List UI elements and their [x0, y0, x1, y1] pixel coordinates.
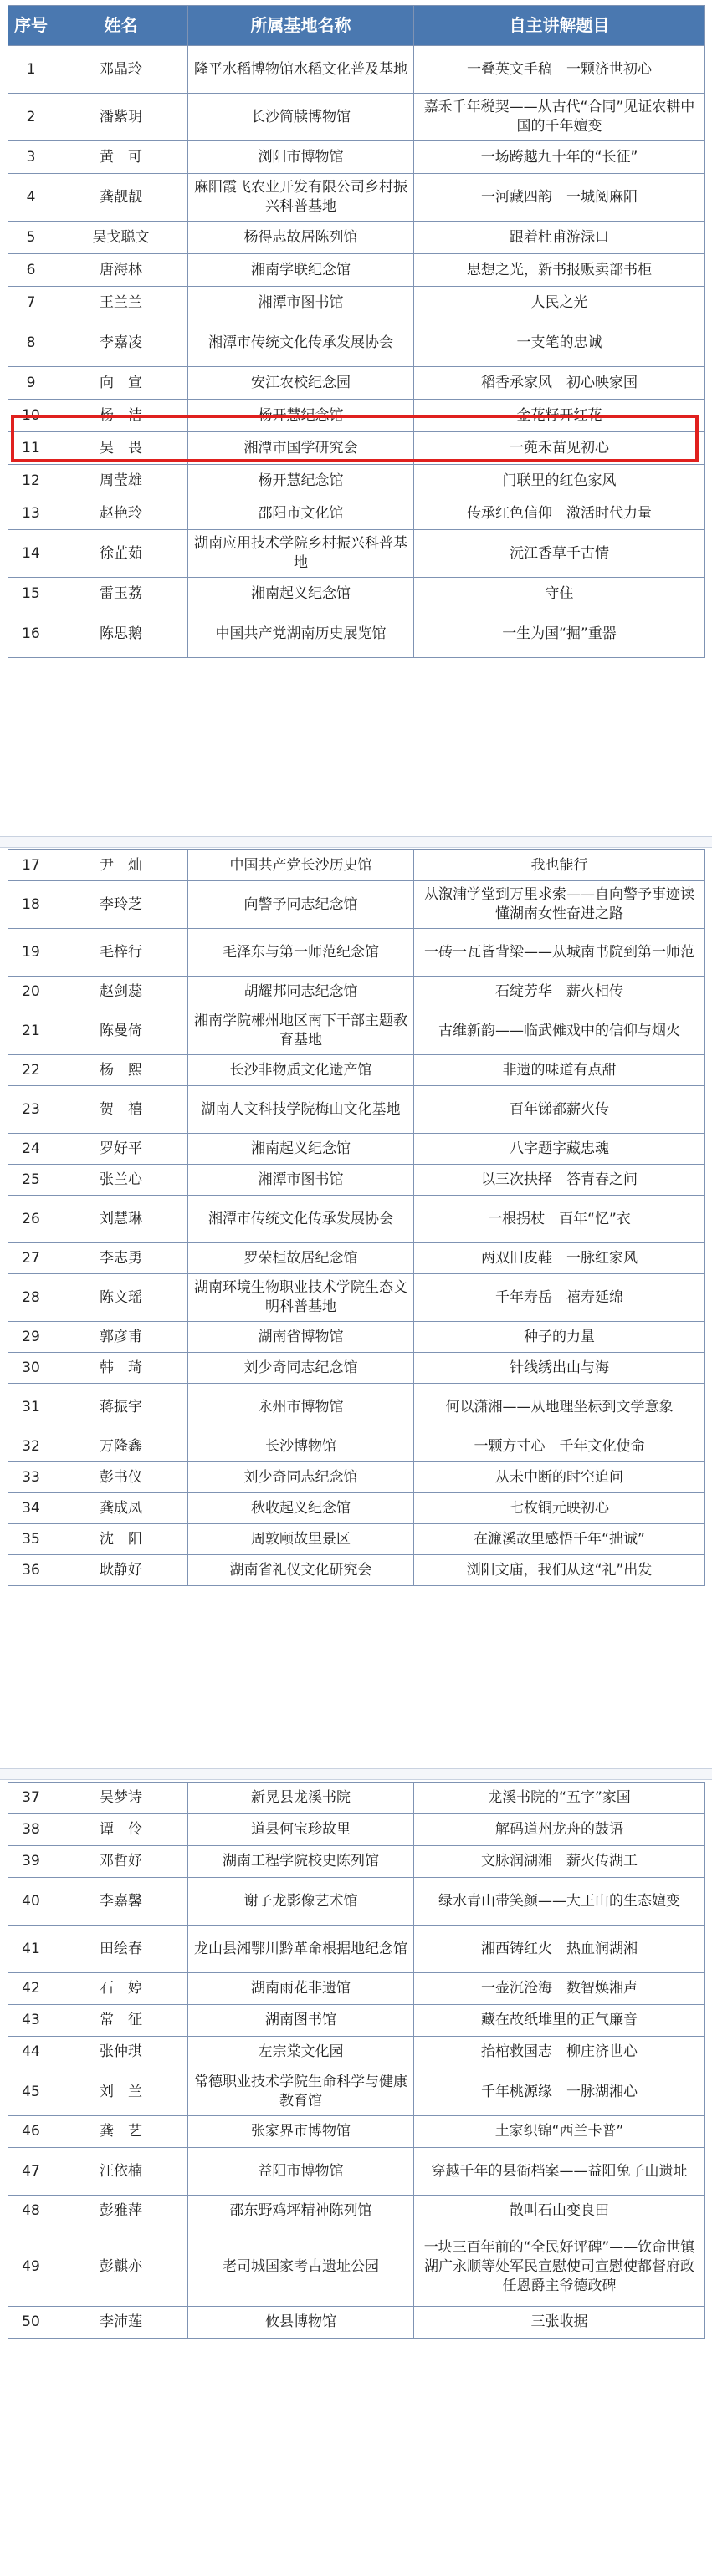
cell-base: 罗荣桓故居纪念馆: [188, 1243, 414, 1274]
table-row: [8, 881, 705, 929]
cell-name: 龚 艺: [54, 2116, 188, 2148]
cell-topic: 千年寿岳 禧寿延绵: [414, 1274, 705, 1322]
cell-name: 刘 兰: [54, 2068, 188, 2116]
table-row: [8, 1555, 705, 1586]
cell-no: 3: [8, 141, 54, 174]
cell-base: 湘南起义纪念馆: [188, 1134, 414, 1165]
cell-base: 刘少奇同志纪念馆: [188, 1462, 414, 1493]
cell-name: 彭麒亦: [54, 2227, 188, 2307]
cell-base: 左宗棠文化园: [188, 2037, 414, 2068]
table-row: [8, 174, 705, 222]
table-row: [8, 610, 705, 658]
cell-topic: 文脉润湖湘 薪火传湖工: [414, 1846, 705, 1878]
cell-base: 隆平水稻博物馆水稻文化普及基地: [188, 46, 414, 94]
cell-no: 45: [8, 2068, 54, 2116]
cell-no: 50: [8, 2307, 54, 2339]
cell-name: 尹 灿: [54, 850, 188, 881]
table-row: [8, 1007, 705, 1055]
table-row: [8, 1846, 705, 1878]
cell-topic: 绿水青山带笑颜——大王山的生态嬗变: [414, 1878, 705, 1926]
cell-topic: 从未中断的时空追问: [414, 1462, 705, 1493]
cell-topic: 沅江香草千古情: [414, 530, 705, 578]
cell-base: 张家界市博物馆: [188, 2116, 414, 2148]
table-row: [8, 2307, 705, 2339]
table-row: [8, 1973, 705, 2005]
cell-base: 常德职业技术学院生命科学与健康教育馆: [188, 2068, 414, 2116]
cell-topic: 千年桃源缘 一脉湖湘心: [414, 2068, 705, 2116]
cell-topic: 种子的力量: [414, 1322, 705, 1353]
cell-base: 湘潭市图书馆: [188, 287, 414, 319]
table-row: [8, 2116, 705, 2148]
cell-name: 吴 畏: [54, 432, 188, 465]
table-row: [8, 1165, 705, 1196]
cell-base: 湘潭市国学研究会: [188, 432, 414, 465]
table-row: [8, 497, 705, 530]
table-row: [8, 1814, 705, 1846]
page-separator: [0, 836, 712, 848]
table-row: [8, 94, 705, 141]
cell-topic: 一根拐杖 百年“忆”衣: [414, 1196, 705, 1243]
cell-no: 41: [8, 1926, 54, 1973]
cell-topic: 非遗的味道有点甜: [414, 1055, 705, 1086]
cell-name: 王兰兰: [54, 287, 188, 319]
cell-no: 29: [8, 1322, 54, 1353]
cell-name: 周莹雄: [54, 465, 188, 497]
cell-base: 中国共产党长沙历史馆: [188, 850, 414, 881]
cell-topic: 以三次抉择 答青春之问: [414, 1165, 705, 1196]
cell-topic: 一河藏四韵 一城阅麻阳: [414, 174, 705, 222]
cell-name: 赵艳玲: [54, 497, 188, 530]
cell-name: 陈思鹅: [54, 610, 188, 658]
cell-base: 秋收起义纪念馆: [188, 1493, 414, 1524]
table-row: [8, 141, 705, 174]
cell-name: 蒋振宇: [54, 1384, 188, 1431]
header-name: 姓名: [54, 6, 188, 46]
cell-base: 湖南工程学院校史陈列馆: [188, 1846, 414, 1878]
cell-name: 张仲琪: [54, 2037, 188, 2068]
cell-name: 徐芷茹: [54, 530, 188, 578]
cell-base: 湖南图书馆: [188, 2005, 414, 2037]
cell-no: 40: [8, 1878, 54, 1926]
cell-no: 32: [8, 1431, 54, 1462]
header-no: 序号: [8, 6, 54, 46]
cell-name: 陈文瑶: [54, 1274, 188, 1322]
cell-name: 雷玉荔: [54, 578, 188, 610]
table-row: [8, 1243, 705, 1274]
cell-no: 42: [8, 1973, 54, 2005]
cell-base: 周敦颐故里景区: [188, 1524, 414, 1555]
cell-base: 湘潭市图书馆: [188, 1165, 414, 1196]
cell-topic: 龙溪书院的“五字”家国: [414, 1783, 705, 1814]
table-row: [8, 1926, 705, 1973]
table-row: [8, 222, 705, 254]
table-row: [8, 977, 705, 1007]
cell-name: 田绘春: [54, 1926, 188, 1973]
cell-base: 益阳市博物馆: [188, 2148, 414, 2196]
cell-no: 43: [8, 2005, 54, 2037]
cell-no: 39: [8, 1846, 54, 1878]
table-row: [8, 578, 705, 610]
cell-base: 永州市博物馆: [188, 1384, 414, 1431]
table-row: [8, 1353, 705, 1384]
cell-base: 攸县博物馆: [188, 2307, 414, 2339]
cell-no: 48: [8, 2196, 54, 2227]
cell-topic: 浏阳文庙，我们从这“礼”出发: [414, 1555, 705, 1586]
cell-base: 谢子龙影像艺术馆: [188, 1878, 414, 1926]
cell-base: 湘潭市传统文化传承发展协会: [188, 1196, 414, 1243]
cell-name: 谭 伶: [54, 1814, 188, 1846]
cell-name: 万隆鑫: [54, 1431, 188, 1462]
table-row: [8, 1086, 705, 1134]
cell-base: 长沙非物质文化遗产馆: [188, 1055, 414, 1086]
cell-base: 湘南学联纪念馆: [188, 254, 414, 287]
cell-base: 麻阳霞飞农业开发有限公司乡村振兴科普基地: [188, 174, 414, 222]
cell-base: 长沙博物馆: [188, 1431, 414, 1462]
cell-no: 47: [8, 2148, 54, 2196]
cell-no: 17: [8, 850, 54, 881]
cell-base: 毛泽东与第一师范纪念馆: [188, 929, 414, 977]
cell-base: 湖南环境生物职业技术学院生态文明科普基地: [188, 1274, 414, 1322]
cell-base: 湖南省礼仪文化研究会: [188, 1555, 414, 1586]
cell-name: 李沛莲: [54, 2307, 188, 2339]
cell-no: 46: [8, 2116, 54, 2148]
header-topic: 自主讲解题目: [414, 6, 705, 46]
cell-topic: 人民之光: [414, 287, 705, 319]
cell-topic: 湘西铸红火 热血润湖湘: [414, 1926, 705, 1973]
cell-name: 汪依楠: [54, 2148, 188, 2196]
cell-name: 李嘉馨: [54, 1878, 188, 1926]
page-separator: [0, 1768, 712, 1780]
cell-no: 37: [8, 1783, 54, 1814]
cell-base: 胡耀邦同志纪念馆: [188, 977, 414, 1007]
cell-no: 35: [8, 1524, 54, 1555]
cell-no: 23: [8, 1086, 54, 1134]
table-row: [8, 367, 705, 400]
cell-no: 9: [8, 367, 54, 400]
cell-name: 韩 琦: [54, 1353, 188, 1384]
cell-name: 杨 熙: [54, 1055, 188, 1086]
cell-name: 耿静好: [54, 1555, 188, 1586]
nominee-table-part-2: [8, 849, 705, 1586]
cell-base: 浏阳市博物馆: [188, 141, 414, 174]
cell-topic: 守住: [414, 578, 705, 610]
cell-no: 34: [8, 1493, 54, 1524]
cell-no: 1: [8, 46, 54, 94]
table-row: [8, 2196, 705, 2227]
table-row: [8, 1783, 705, 1814]
cell-topic: 传承红色信仰 激活时代力量: [414, 497, 705, 530]
cell-no: 15: [8, 578, 54, 610]
cell-base: 向警予同志纪念馆: [188, 881, 414, 929]
table-row: [8, 2148, 705, 2196]
cell-topic: 金花籽开红花: [414, 400, 705, 432]
cell-no: 20: [8, 977, 54, 1007]
cell-name: 杨 洁: [54, 400, 188, 432]
cell-base: 刘少奇同志纪念馆: [188, 1353, 414, 1384]
cell-no: 2: [8, 94, 54, 141]
cell-topic: 一生为国“掘”重器: [414, 610, 705, 658]
cell-no: 12: [8, 465, 54, 497]
cell-base: 邵东野鸡坪精神陈列馆: [188, 2196, 414, 2227]
table-body: [8, 46, 705, 658]
cell-name: 李嘉凌: [54, 319, 188, 367]
table-row: [8, 1462, 705, 1493]
table-body: [8, 850, 705, 1586]
cell-no: 19: [8, 929, 54, 977]
cell-name: 潘紫玥: [54, 94, 188, 141]
table-row: [8, 929, 705, 977]
cell-topic: 我也能行: [414, 850, 705, 881]
cell-topic: 一砖一瓦皆背梁——从城南书院到第一师范: [414, 929, 705, 977]
cell-name: 吴梦诗: [54, 1783, 188, 1814]
cell-base: 湘潭市传统文化传承发展协会: [188, 319, 414, 367]
cell-no: 10: [8, 400, 54, 432]
cell-base: 邵阳市文化馆: [188, 497, 414, 530]
cell-topic: 古维新韵——临武傩戏中的信仰与烟火: [414, 1007, 705, 1055]
cell-topic: 抬棺救国志 柳庄济世心: [414, 2037, 705, 2068]
cell-name: 邓哲妤: [54, 1846, 188, 1878]
cell-topic: 思想之光，新书报贩卖部书柜: [414, 254, 705, 287]
cell-no: 26: [8, 1196, 54, 1243]
cell-no: 4: [8, 174, 54, 222]
table-row: [8, 254, 705, 287]
cell-topic: 藏在故纸堆里的正气廉音: [414, 2005, 705, 2037]
cell-no: 6: [8, 254, 54, 287]
cell-base: 湘南起义纪念馆: [188, 578, 414, 610]
cell-name: 陈曼倚: [54, 1007, 188, 1055]
nominee-table-part-1: [8, 5, 705, 658]
cell-no: 22: [8, 1055, 54, 1086]
cell-no: 30: [8, 1353, 54, 1384]
table-row: [8, 2005, 705, 2037]
table-row: [8, 432, 705, 465]
cell-name: 邓晶玲: [54, 46, 188, 94]
cell-base: 道县何宝珍故里: [188, 1814, 414, 1846]
table-row: [8, 1055, 705, 1086]
table-row: [8, 319, 705, 367]
cell-topic: 一支笔的忠诚: [414, 319, 705, 367]
table-row: [8, 1524, 705, 1555]
cell-topic: 石绽芳华 薪火相传: [414, 977, 705, 1007]
table-row: [8, 1322, 705, 1353]
table-row: [8, 850, 705, 881]
cell-topic: 一壶沉沧海 数智焕湘声: [414, 1973, 705, 2005]
cell-topic: 一块三百年前的“全民好评碑”——钦命世镇湖广永顺等处军民宣慰使司宣慰使都督府政任恩爵主爷德政碑: [414, 2227, 705, 2307]
table-row: [8, 1134, 705, 1165]
cell-name: 郭彦甫: [54, 1322, 188, 1353]
cell-topic: 何以潇湘——从地理坐标到文学意象: [414, 1384, 705, 1431]
cell-name: 张兰心: [54, 1165, 188, 1196]
cell-name: 彭书仪: [54, 1462, 188, 1493]
cell-name: 毛梓行: [54, 929, 188, 977]
cell-topic: 针线绣出山与海: [414, 1353, 705, 1384]
cell-no: 33: [8, 1462, 54, 1493]
cell-no: 28: [8, 1274, 54, 1322]
cell-base: 老司城国家考古遗址公园: [188, 2227, 414, 2307]
cell-topic: 稻香承家风 初心映家国: [414, 367, 705, 400]
cell-base: 安江农校纪念园: [188, 367, 414, 400]
cell-no: 16: [8, 610, 54, 658]
cell-name: 龚靓靓: [54, 174, 188, 222]
cell-topic: 跟着杜甫游渌口: [414, 222, 705, 254]
cell-name: 常 征: [54, 2005, 188, 2037]
cell-name: 赵剑蕊: [54, 977, 188, 1007]
table-row: [8, 465, 705, 497]
table-row: [8, 2068, 705, 2116]
table-row: [8, 530, 705, 578]
table-row: [8, 2227, 705, 2307]
cell-name: 李玲芝: [54, 881, 188, 929]
cell-topic: 一叠英文手稿 一颗济世初心: [414, 46, 705, 94]
table-row: [8, 46, 705, 94]
table-row: [8, 1274, 705, 1322]
cell-no: 31: [8, 1384, 54, 1431]
cell-no: 44: [8, 2037, 54, 2068]
cell-no: 25: [8, 1165, 54, 1196]
cell-topic: 在濂溪故里感悟千年“拙诚”: [414, 1524, 705, 1555]
cell-topic: 八字题字藏忠魂: [414, 1134, 705, 1165]
cell-no: 21: [8, 1007, 54, 1055]
cell-name: 石 婷: [54, 1973, 188, 2005]
cell-name: 唐海林: [54, 254, 188, 287]
cell-no: 5: [8, 222, 54, 254]
cell-base: 湖南雨花非遗馆: [188, 1973, 414, 2005]
cell-name: 龚成凤: [54, 1493, 188, 1524]
cell-topic: 解码道州龙舟的鼓语: [414, 1814, 705, 1846]
cell-topic: 百年锑都薪火传: [414, 1086, 705, 1134]
cell-no: 36: [8, 1555, 54, 1586]
cell-name: 沈 阳: [54, 1524, 188, 1555]
table-row: [8, 1196, 705, 1243]
table-row: [8, 2037, 705, 2068]
table-row: [8, 1878, 705, 1926]
cell-topic: 一场跨越九十年的“长征”: [414, 141, 705, 174]
cell-base: 湖南人文科技学院梅山文化基地: [188, 1086, 414, 1134]
cell-no: 14: [8, 530, 54, 578]
cell-name: 彭雅萍: [54, 2196, 188, 2227]
header-base: 所属基地名称: [188, 6, 414, 46]
cell-no: 18: [8, 881, 54, 929]
cell-topic: 散叫石山变良田: [414, 2196, 705, 2227]
cell-base: 中国共产党湖南历史展览馆: [188, 610, 414, 658]
cell-no: 13: [8, 497, 54, 530]
cell-name: 贺 禧: [54, 1086, 188, 1134]
table-row: [8, 400, 705, 432]
cell-topic: 嘉禾千年税契——从古代“合同”见证农耕中国的千年嬗变: [414, 94, 705, 141]
cell-no: 7: [8, 287, 54, 319]
table-header-row: [8, 6, 705, 46]
cell-no: 24: [8, 1134, 54, 1165]
cell-topic: 穿越千年的县衙档案——益阳兔子山遗址: [414, 2148, 705, 2196]
cell-topic: 从溆浦学堂到万里求索——自向警予事迹读懂湖南女性奋进之路: [414, 881, 705, 929]
cell-base: 湘南学院郴州地区南下干部主题教育基地: [188, 1007, 414, 1055]
cell-name: 黄 可: [54, 141, 188, 174]
cell-topic: 土家织锦“西兰卡普”: [414, 2116, 705, 2148]
cell-base: 杨得志故居陈列馆: [188, 222, 414, 254]
cell-base: 长沙简牍博物馆: [188, 94, 414, 141]
cell-topic: 门联里的红色家风: [414, 465, 705, 497]
table-row: [8, 1493, 705, 1524]
cell-base: 杨开慧纪念馆: [188, 465, 414, 497]
cell-topic: 三张收据: [414, 2307, 705, 2339]
cell-topic: 一蔸禾苗见初心: [414, 432, 705, 465]
table-row: [8, 287, 705, 319]
cell-no: 8: [8, 319, 54, 367]
cell-base: 湖南应用技术学院乡村振兴科普基地: [188, 530, 414, 578]
table-row: [8, 1384, 705, 1431]
cell-no: 38: [8, 1814, 54, 1846]
cell-name: 吴戈聪文: [54, 222, 188, 254]
cell-topic: 两双旧皮鞋 一脉红家风: [414, 1243, 705, 1274]
cell-no: 49: [8, 2227, 54, 2307]
cell-name: 刘慧琳: [54, 1196, 188, 1243]
cell-topic: 七枚铜元映初心: [414, 1493, 705, 1524]
cell-name: 罗好平: [54, 1134, 188, 1165]
cell-no: 11: [8, 432, 54, 465]
cell-name: 向 宣: [54, 367, 188, 400]
cell-base: 杨开慧纪念馆: [188, 400, 414, 432]
cell-base: 新晃县龙溪书院: [188, 1783, 414, 1814]
table-body: [8, 1783, 705, 2339]
cell-topic: 一颗方寸心 千年文化使命: [414, 1431, 705, 1462]
cell-no: 27: [8, 1243, 54, 1274]
nominee-table-part-3: [8, 1782, 705, 2339]
cell-base: 湖南省博物馆: [188, 1322, 414, 1353]
cell-name: 李志勇: [54, 1243, 188, 1274]
cell-base: 龙山县湘鄂川黔革命根据地纪念馆: [188, 1926, 414, 1973]
table-row: [8, 1431, 705, 1462]
